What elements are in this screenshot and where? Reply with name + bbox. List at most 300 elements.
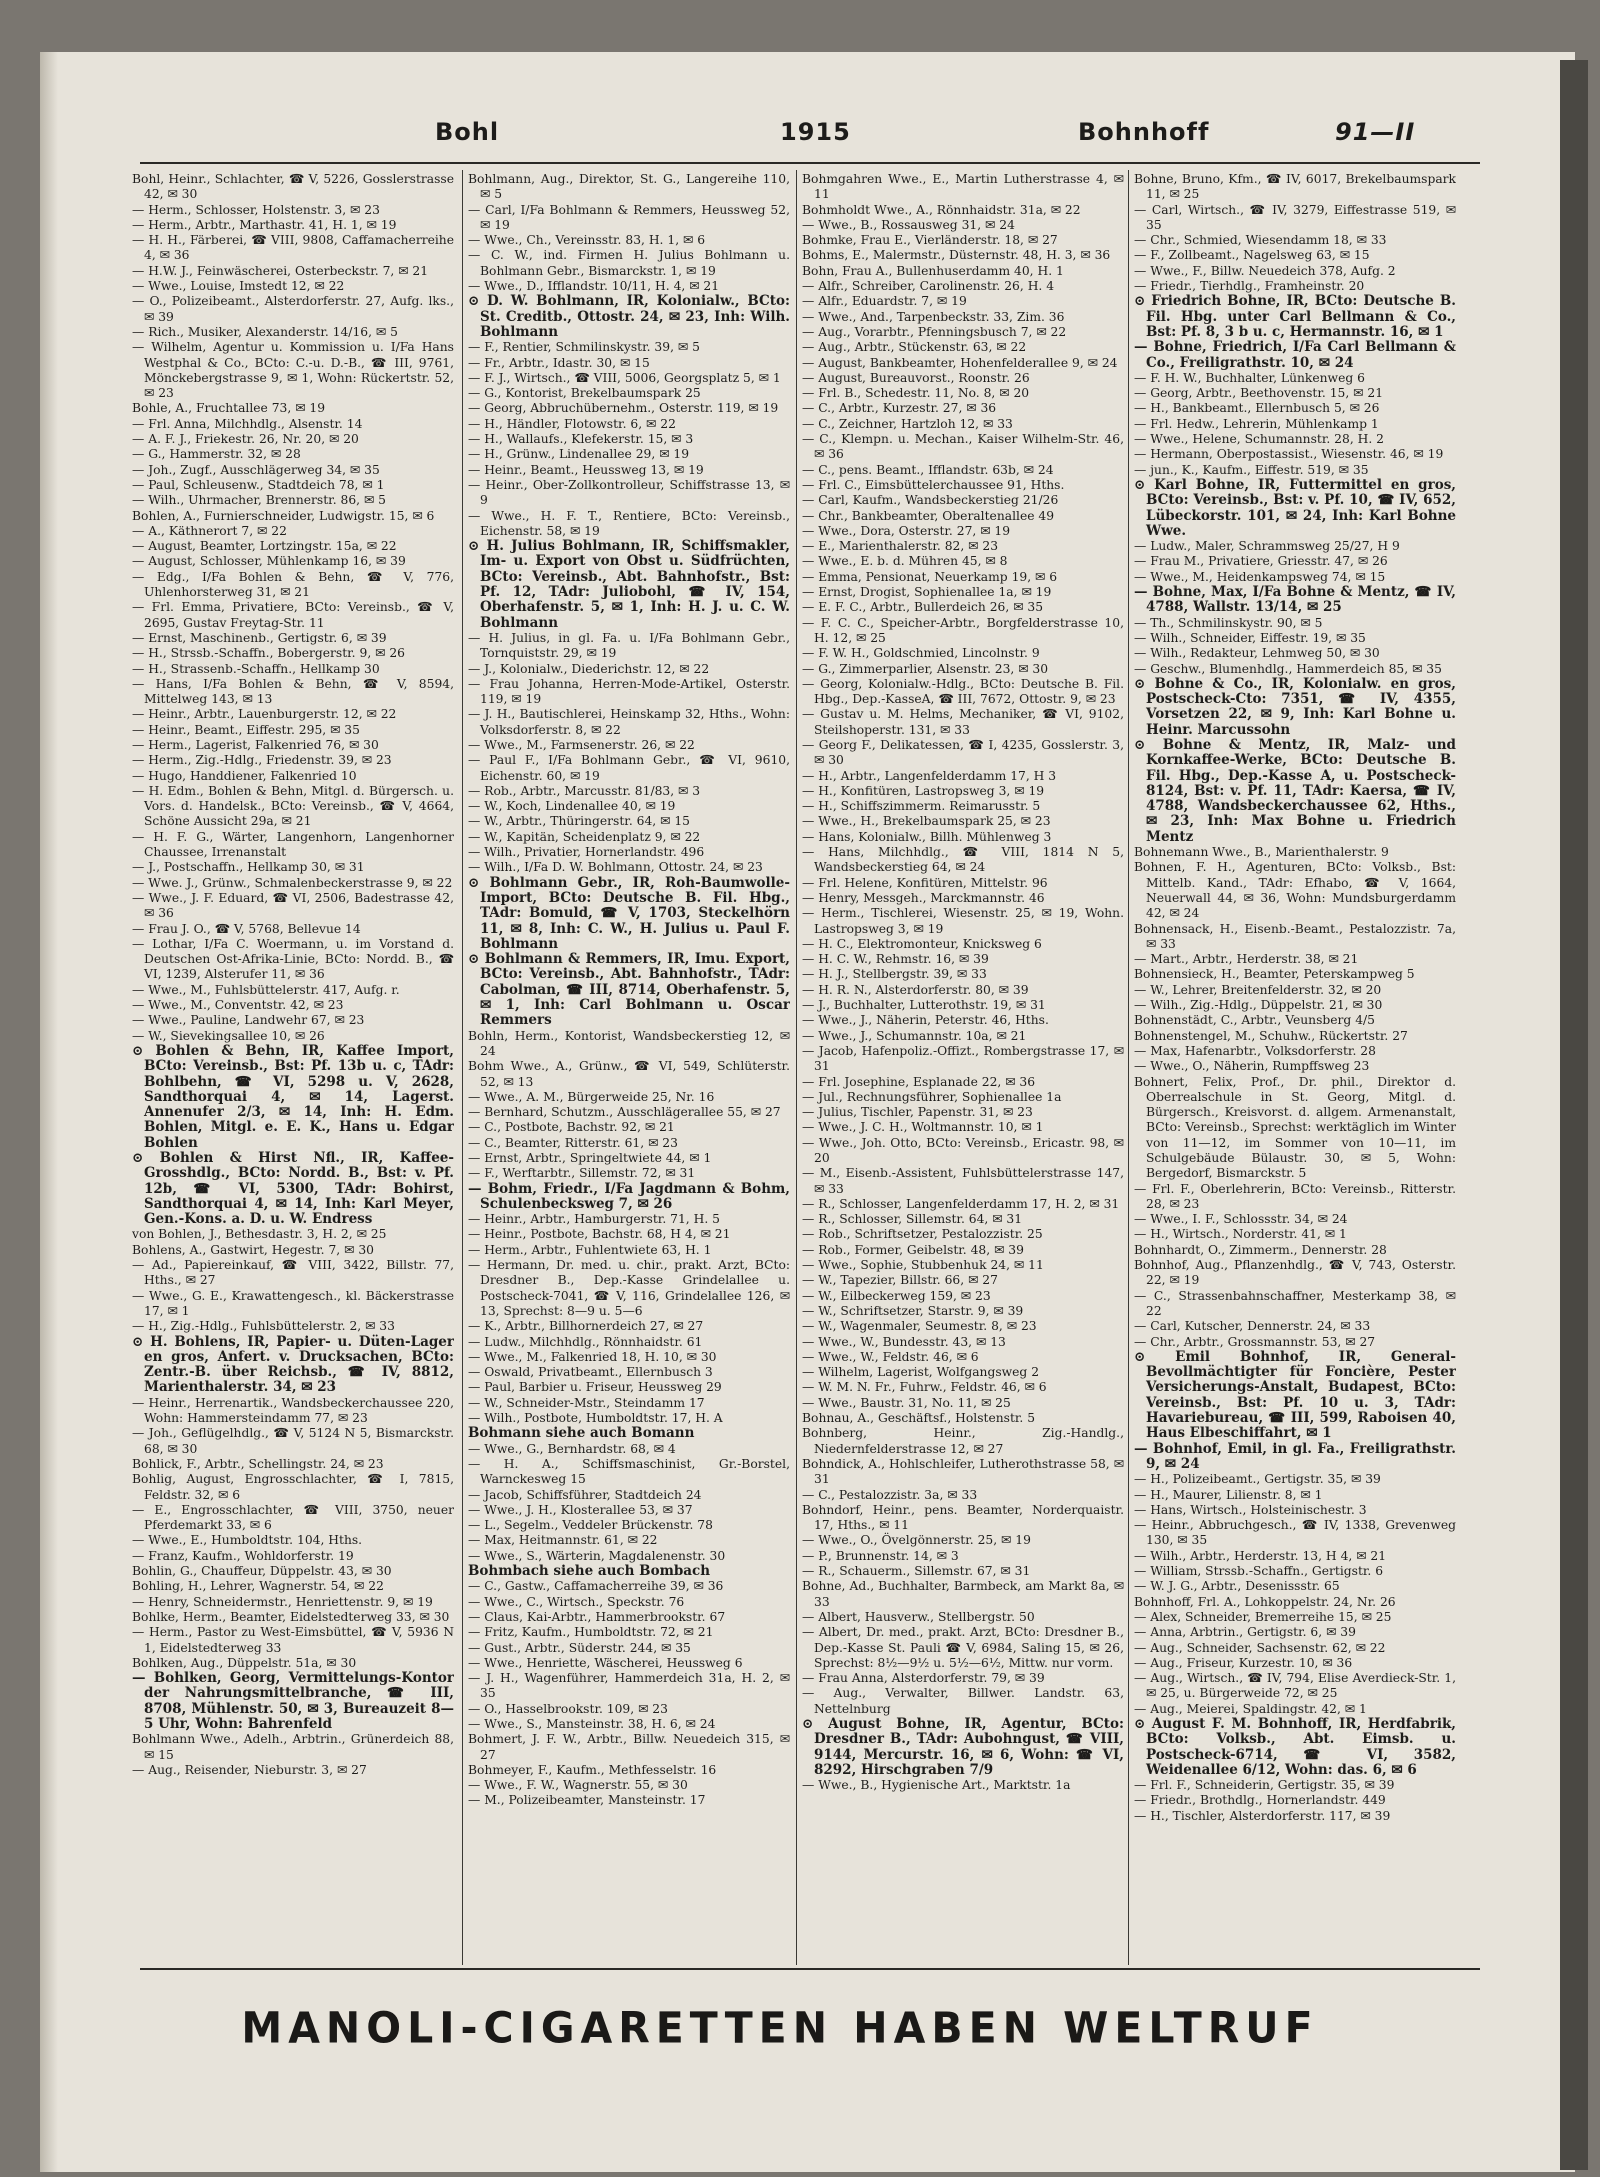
directory-entry: — Gust., Arbtr., Süderstr. 244, ✉ 35 [468, 1640, 691, 1655]
directory-entry: — F. J., Wirtsch., ☎ VIII, 5006, Georgsplatz 5, ✉ 1 [468, 370, 781, 385]
directory-entry: — H., Tischler, Alsterdorferstr. 117, ✉ 39 [1134, 1808, 1391, 1823]
directory-entry: Bohmholdt Wwe., A., Rönnhaidstr. 31a, ✉ 22 [802, 202, 1081, 217]
directory-entry: — Wilh., Schneider, Eiffestr. 19, ✉ 35 [1134, 630, 1366, 645]
directory-entry: — A. F. J., Friekestr. 26, Nr. 20, ✉ 20 [132, 432, 359, 447]
directory-entry: ⊙ Bohne & Mentz, IR, Malz- und Kornkaffee-Werke, BCto: Deutsche B. Fil. Hbg., Dep.-Kasse A, u. Postscheck-8124, Bst: v. Pf. 11, TAdr: Kaersa, ☎ IV, 4788, Wandsbeckerchaussee 62, Hths., ✉ 23, Inh: Max Bohne u. Friedrich Mentz [1134, 736, 1456, 845]
directory-entry: — Wwe., G. E., Krawattengesch., kl. Bäckerstrasse 17, ✉ 1 [132, 1288, 454, 1318]
directory-entry: — Wwe., A. M., Bürgerweide 25, Nr. 16 [468, 1089, 715, 1104]
directory-entry: — Frau Johanna, Herren-Mode-Artikel, Osterstr. 119, ✉ 19 [468, 676, 790, 707]
directory-entry: — H. Edm., Bohlen & Behn, Mitgl. d. Bürgersch. u. Vors. d. Handelsk., BCto: Vereinsb., ☎ V, 4664, Schöne Aussicht 29a, ✉ 21 [132, 783, 454, 829]
directory-entry: — Rob., Arbtr., Marcusstr. 81/83, ✉ 3 [468, 783, 701, 798]
directory-entry: — W., Wagenmaler, Seumestr. 8, ✉ 23 [802, 1319, 1037, 1334]
directory-entry: — Herm., Schlosser, Holstenstr. 3, ✉ 23 [132, 202, 380, 217]
directory-entry: — Hans, Kolonialw., Billh. Mühlenweg 3 [802, 829, 1052, 844]
directory-entry: — W., Sievekingsallee 10, ✉ 26 [132, 1028, 325, 1043]
directory-entry: ⊙ D. W. Bohlmann, IR, Kolonialw., BCto: St. Creditb., Ottostr. 24, ✉ 23, Inh: Wilh. Bohlmann [468, 293, 790, 340]
directory-entry: — F., Werftarbtr., Sillemstr. 72, ✉ 31 [468, 1166, 696, 1181]
directory-entry: — Bohm, Friedr., I/Fa Jagdmann & Bohm, Schulenbecksweg 7, ✉ 26 [468, 1180, 790, 1212]
directory-entry: — Rob., Former, Geibelstr. 48, ✉ 39 [802, 1242, 1024, 1257]
directory-entry: Bohmann siehe auch Bomann [468, 1425, 695, 1442]
directory-entry: — H. R. N., Alsterdorferstr. 80, ✉ 39 [802, 982, 1029, 997]
directory-entry: — Lothar, I/Fa C. Woermann, u. im Vorstand d. Deutschen Ost-Afrika-Linie, BCto: Nordd. B., ☎ VI, 1239, Alsterufer 11, ✉ 36 [132, 936, 454, 982]
directory-entry: — Th., Schmilinskystr. 90, ✉ 5 [1134, 615, 1323, 630]
directory-entry: — Alex, Schneider, Bremerreihe 15, ✉ 25 [1134, 1609, 1392, 1624]
directory-entry: — H., Wirtsch., Norderstr. 41, ✉ 1 [1134, 1227, 1347, 1242]
directory-entry: — Wwe., M., Conventstr. 42, ✉ 23 [132, 998, 344, 1013]
directory-entry: — Wwe., O., Näherin, Rumpffsweg 23 [1134, 1059, 1370, 1074]
header-rule [140, 162, 1480, 164]
directory-entry: — Heinr., Beamt., Heussweg 13, ✉ 19 [468, 462, 704, 477]
directory-entry: — Wwe., G., Bernhardstr. 68, ✉ 4 [468, 1441, 676, 1456]
directory-entry: — Max, Hafenarbtr., Volksdorferstr. 28 [1134, 1043, 1376, 1058]
directory-entry: — F., Zollbeamt., Nagelsweg 63, ✉ 15 [1134, 248, 1370, 263]
directory-entry: — Wwe., Sophie, Stubbenhuk 24, ✉ 11 [802, 1258, 1044, 1273]
directory-entry: — Alfr., Eduardstr. 7, ✉ 19 [802, 294, 967, 309]
directory-entry: — Georg, Kolonialw.-Hdlg., BCto: Deutsche B. Fil. Hbg., Dep.-KasseA, ☎ III, 7672, Ottostr. 9, ✉ 23 [802, 676, 1124, 707]
directory-entry: — R., Schlosser, Sillemstr. 64, ✉ 31 [802, 1212, 1023, 1227]
directory-entry: — Heinr., Ober-Zollkontrolleur, Schiffstrasse 13, ✉ 9 [468, 477, 790, 508]
directory-entry: — L., Segelm., Veddeler Brückenstr. 78 [468, 1518, 713, 1533]
directory-entry: — Wwe., Joh. Otto, BCto: Vereinsb., Ericastr. 98, ✉ 20 [802, 1135, 1124, 1165]
directory-column-3 [802, 172, 1124, 1962]
directory-entry: — Hermann, Dr. med. u. chir., prakt. Arzt, BCto: Dresdner B., Dep.-Kasse Grindelallee u. Postscheck-7041, ☎ V, 116, Grindelallee 126, ✉ 13, Sprechst: 8—9 u. 5—6 [468, 1258, 790, 1318]
directory-entry: — Paul F., I/Fa Bohlmann Gebr., ☎ VI, 9610, Eichenstr. 60, ✉ 19 [468, 753, 790, 783]
directory-entry: — Carl, I/Fa Bohlmann & Remmers, Heussweg 52, ✉ 19 [468, 202, 790, 232]
directory-entry: — Georg F., Delikatessen, ☎ I, 4235, Gosslerstr. 3, ✉ 30 [802, 737, 1124, 768]
page-header [140, 118, 1440, 152]
directory-entry: — Wilhelm, Lagerist, Wolfgangsweg 2 [802, 1365, 1040, 1380]
directory-entry: — Wilh., Privatier, Hornerlandstr. 496 [468, 845, 705, 860]
directory-entry: Bohnensack, H., Eisenb.-Beamt., Pestalozzistr. 7a, ✉ 33 [1134, 921, 1456, 951]
directory-entry: — Franz, Kaufm., Wohldorferstr. 19 [132, 1548, 354, 1563]
directory-entry: — Wwe., E., Humboldtstr. 104, Hths. [132, 1533, 363, 1548]
directory-entry: — Heinr., Herrenartik., Wandsbeckerchaussee 220, Wohn: Hammersteindamm 77, ✉ 23 [132, 1395, 454, 1426]
directory-entry: Bohlke, Herm., Beamter, Eidelstedterweg 33, ✉ 30 [132, 1609, 450, 1624]
directory-entry: — Georg, Abbruchübernehm., Osterstr. 119, ✉ 19 [468, 401, 779, 416]
header-page-number: 91—II [1335, 118, 1416, 146]
page-spine [40, 52, 58, 2172]
directory-entry: — Wwe., F., Billw. Neuedeich 378, Aufg. 2 [1134, 263, 1396, 278]
directory-entry: — Wwe., H. F. T., Rentiere, BCto: Vereinsb., Eichenstr. 58, ✉ 19 [468, 508, 790, 538]
directory-entry: ⊙ H. Julius Bohlmann, IR, Schiffsmakler, Im- u. Export von Obst u. Südfrüchten, BCto: Vereinsb., Abt. Bahnhofstr., Bst: Pf. 12, TAdr: Juliobohl, ☎ IV, 154, Oberhafenstr. 5, ✉ 1, Inh: H. J. u. C. W. Bohlmann [468, 538, 790, 631]
directory-entry: — Julius, Tischler, Papenstr. 31, ✉ 23 [802, 1105, 1033, 1120]
directory-entry: ⊙ Emil Bohnhof, IR, General-Bevollmächtigter für Foncière, Pester Versicherungs-Anstalt, Budapest, BCto: Vereinsb., Bst: Pf. 10 u. 3, TAdr: Havariebureau, ☎ III, 599, Raboisen 40, Haus Elbeschiffahrt, ✉ 1 [1134, 1348, 1456, 1442]
directory-entry: — Wilh., Arbtr., Herderstr. 13, H 4, ✉ 21 [1134, 1548, 1387, 1563]
directory-entry: — G., Hammerstr. 32, ✉ 28 [132, 447, 301, 462]
directory-entry: — Wilh., Zig.-Hdlg., Düppelstr. 21, ✉ 30 [1134, 998, 1383, 1013]
directory-entry: ⊙ Friedrich Bohne, IR, BCto: Deutsche B. Fil. Hbg. unter Carl Bellmann & Co., Bst: Pf. 8, 3 b u. c, Hermannstr. 16, ✉ 1 [1134, 293, 1456, 340]
directory-entry: — Frl. F., Oberlehrerin, BCto: Vereinsb., Ritterstr. 28, ✉ 23 [1134, 1181, 1456, 1211]
directory-entry: — C., Beamter, Ritterstr. 61, ✉ 23 [468, 1135, 678, 1150]
directory-entry: — Aug., Friseur, Kurzestr. 10, ✉ 36 [1134, 1655, 1353, 1670]
directory-entry: von Bohlen, J., Bethesdastr. 3, H. 2, ✉ 25 [132, 1227, 387, 1242]
directory-entry: — Wilh., Uhrmacher, Brennerstr. 86, ✉ 5 [132, 493, 387, 508]
directory-entry: — Ernst, Maschinenb., Gertigstr. 6, ✉ 39 [132, 630, 387, 645]
directory-entry: — J., Kolonialw., Diederichstr. 12, ✉ 22 [468, 661, 710, 676]
directory-entry: — C., Strassenbahnschaffner, Mesterkamp 38, ✉ 22 [1134, 1288, 1456, 1318]
directory-entry: — Herm., Pastor zu West-Eimsbüttel, ☎ V, 5936 N 1, Eidelstedterweg 33 [132, 1625, 454, 1655]
directory-entry: — Heinr., Arbtr., Hamburgerstr. 71, H. 5 [468, 1212, 720, 1227]
directory-entry: — H., Grünw., Lindenallee 29, ✉ 19 [468, 447, 690, 462]
directory-entry: — Hans, Wirtsch., Holsteinischestr. 3 [1134, 1502, 1367, 1517]
directory-entry: — Ad., Papiereinkauf, ☎ VIII, 3422, Billstr. 77, Hths., ✉ 27 [132, 1258, 454, 1288]
directory-entry: — H., Maurer, Lilienstr. 8, ✉ 1 [1134, 1487, 1323, 1502]
directory-entry: — Wwe., Henriette, Wäscherei, Heussweg 6 [468, 1655, 743, 1670]
directory-entry: — W. J. G., Arbtr., Desenissstr. 65 [1134, 1579, 1340, 1594]
directory-entry: — Geschw., Blumenhdlg., Hammerdeich 85, ✉ 35 [1134, 661, 1442, 676]
directory-entry: ⊙ Bohlmann & Remmers, IR, Imu. Export, BCto: Vereinsb., Abt. Bahnhofstr., TAdr: Cabolman, ☎ III, 8714, Oberhafenstr. 5, ✉ 1, Inh: Carl Bohlmann u. Oscar Remmers [468, 951, 790, 1029]
directory-entry: — Aug., Meierei, Spaldingstr. 42, ✉ 1 [1134, 1701, 1367, 1716]
directory-entry: — Wwe., M., Fuhlsbüttelerstr. 417, Aufg. r. [132, 982, 400, 997]
directory-entry: Bohne, Ad., Buchhalter, Barmbeck, am Markt 8a, ✉ 33 [802, 1579, 1124, 1609]
directory-entry: — E., Engrosschlachter, ☎ VIII, 3750, neuer Pferdemarkt 33, ✉ 6 [132, 1502, 454, 1533]
directory-entry: — H. C., Elektromonteur, Knicksweg 6 [802, 936, 1042, 951]
directory-entry: — Ludw., Milchhdlg., Rönnhaidstr. 61 [468, 1334, 703, 1349]
column-divider [796, 170, 797, 1965]
directory-entry: Bohl, Heinr., Schlachter, ☎ V, 5226, Gosslerstrasse 42, ✉ 30 [132, 172, 454, 202]
directory-entry: — H. H., Färberei, ☎ VIII, 9808, Caffamacherreihe 4, ✉ 36 [132, 233, 454, 263]
directory-entry: — J., Postschaffn., Hellkamp 30, ✉ 31 [132, 860, 365, 875]
directory-entry: — C., Pestalozzistr. 3a, ✉ 33 [802, 1487, 978, 1502]
directory-entry: — Wwe., J. F. Eduard, ☎ VI, 2506, Badestrasse 42, ✉ 36 [132, 890, 454, 921]
directory-entry: — Jacob, Schiffsführer, Stadtdeich 24 [468, 1487, 702, 1502]
directory-entry: — Heinr., Abbruchgesch., ☎ IV, 1338, Grevenweg 130, ✉ 35 [1134, 1518, 1456, 1548]
directory-entry: Bohmert, J. F. W., Arbtr., Billw. Neuedeich 315, ✉ 27 [468, 1732, 790, 1762]
directory-entry: — W., Schneider-Mstr., Steindamm 17 [468, 1395, 705, 1410]
directory-entry: Bohling, H., Lehrer, Wagnerstr. 54, ✉ 22 [132, 1579, 384, 1594]
directory-entry: — Wwe., D., Ifflandstr. 10/11, H. 4, ✉ 21 [468, 279, 720, 294]
directory-entry: — Ernst, Arbtr., Springeltwiete 44, ✉ 1 [468, 1151, 712, 1165]
directory-entry: — Ernst, Drogist, Sophienallee 1a, ✉ 19 [802, 585, 1052, 600]
directory-entry: — August, Schlosser, Mühlenkamp 16, ✉ 39 [132, 554, 406, 569]
directory-entry: — Aug., Wirtsch., ☎ IV, 794, Elise Averdieck-Str. 1, ✉ 25, u. Bürgerweide 72, ✉ 25 [1134, 1671, 1456, 1701]
directory-entry: Bohnensieck, H., Beamter, Peterskampweg 5 [1134, 967, 1415, 982]
directory-entry: — Joh., Geflügelhdlg., ☎ V, 5124 N 5, Bismarckstr. 68, ✉ 30 [132, 1426, 454, 1456]
directory-entry: — Emma, Pensionat, Neuerkamp 19, ✉ 6 [802, 569, 1058, 584]
directory-entry: — Hugo, Handdiener, Falkenried 10 [132, 768, 357, 783]
directory-entry: ⊙ Bohne & Co., IR, Kolonialw. en gros, Postscheck-Cto: 7351, ☎ IV, 4355, Vorsetzen 22, ✉ 9, Inh: Karl Bohne u. Heinr. Marcussohn [1134, 675, 1456, 738]
directory-entry: — W., Tapezier, Billstr. 66, ✉ 27 [802, 1273, 998, 1288]
directory-entry: — Wwe., J., Näherin, Peterstr. 46, Hths. [802, 1013, 1049, 1028]
directory-entry: — Herm., Lagerist, Falkenried 76, ✉ 30 [132, 737, 379, 752]
directory-entry: — Aug., Verwalter, Billwer. Landstr. 63, Nettelnburg [802, 1686, 1124, 1716]
directory-entry: — Wilh., I/Fa D. W. Bohlmann, Ottostr. 24, ✉ 23 [468, 860, 763, 875]
directory-entry: — H., Strassenb.-Schaffn., Hellkamp 30 [132, 661, 380, 676]
directory-entry: — Albert, Dr. med., prakt. Arzt, BCto: Dresdner B., Dep.-Kasse St. Pauli ☎ V, 6984, Saling 15, ✉ 26, Sprechst: 8½—9½ u. 5½—6½, Mittw. nur vorm. [802, 1625, 1124, 1670]
directory-entry: Bohlig, August, Engrosschlachter, ☎ I, 7815, Feldstr. 32, ✉ 6 [132, 1472, 454, 1502]
directory-entry: — Wwe., B., Rossausweg 31, ✉ 24 [802, 217, 1015, 232]
directory-entry: Bohnhof, Aug., Pflanzenhdlg., ☎ V, 743, Osterstr. 22, ✉ 19 [1134, 1258, 1456, 1288]
directory-entry: — Aug., Schneider, Sachsenstr. 62, ✉ 22 [1134, 1640, 1386, 1655]
directory-entry: — Ludw., Maler, Schrammsweg 25/27, H 9 [1134, 539, 1400, 554]
header-right-keyword: Bohnhoff [1078, 118, 1210, 146]
directory-entry: Bohnhoff, Frl. A., Lohkoppelstr. 24, Nr. 26 [1134, 1594, 1396, 1609]
directory-entry: — Carl, Kutscher, Dennerstr. 24, ✉ 33 [1134, 1319, 1371, 1334]
directory-entry: — F., Rentier, Schmilinskystr. 39, ✉ 5 [468, 340, 700, 355]
directory-entry: — Frl. Anna, Milchhdlg., Alsenstr. 14 [132, 416, 363, 431]
directory-entry: — R., Schlosser, Langenfelderdamm 17, H. 2, ✉ 31 [802, 1196, 1120, 1211]
directory-entry: — H. Julius, in gl. Fa. u. I/Fa Bohlmann Gebr., Tornquiststr. 29, ✉ 19 [468, 630, 790, 661]
directory-entry: — Herm., Zig.-Hdlg., Friedenstr. 39, ✉ 23 [132, 753, 392, 768]
directory-entry: ⊙ August F. M. Bohnhoff, IR, Herdfabrik, BCto: Volksb., Abt. Eimsb. u. Postscheck-6714, ☎ VI, 3582, Weidenallee 6/12, Wohn: das. 6, ✉ 6 [1134, 1715, 1456, 1778]
directory-entry: — C., Klempn. u. Mechan., Kaiser Wilhelm-Str. 46, ✉ 36 [802, 432, 1124, 462]
directory-entry: — W. M. N. Fr., Fuhrw., Feldstr. 46, ✉ 6 [802, 1380, 1047, 1395]
directory-entry: — J. H., Wagenführer, Hammerdeich 31a, H. 2, ✉ 35 [468, 1671, 790, 1701]
directory-entry: Bohnau, A., Geschäftsf., Holstenstr. 5 [802, 1411, 1036, 1426]
page-edge [1560, 60, 1588, 2170]
directory-entry: — H., Händler, Flotowstr. 6, ✉ 22 [468, 416, 676, 431]
directory-entry: — H., Bankbeamt., Ellernbusch 5, ✉ 26 [1134, 401, 1380, 416]
directory-entry: — August, Bureauvorst., Roonstr. 26 [802, 370, 1030, 385]
directory-entry: Bohnenstengel, M., Schuhw., Rückertstr. 27 [1134, 1028, 1408, 1043]
directory-entry: — Jacob, Hafenpoliz.-Offizt., Rombergstrasse 17, ✉ 31 [802, 1043, 1124, 1074]
directory-entry: — Mart., Arbtr., Herderstr. 38, ✉ 21 [1134, 952, 1359, 967]
directory-entry: — Frl. Hedw., Lehrerin, Mühlenkamp 1 [1134, 416, 1379, 431]
directory-entry: — Wwe., H., Brekelbaumspark 25, ✉ 23 [802, 814, 1051, 829]
directory-entry: — Wilhelm, Agentur u. Kommission u. I/Fa Hans Westphal & Co., BCto: C.-u. D.-B., ☎ III, 9761, Mönckebergstrasse 9, ✉ 1, Wohn: Rückertstr. 52, ✉ 23 [132, 340, 454, 401]
directory-entry: — Wwe., Dora, Osterstr. 27, ✉ 19 [802, 523, 1011, 538]
directory-entry: — Paul, Schleusenw., Stadtdeich 78, ✉ 1 [132, 477, 385, 492]
directory-entry: — Heinr., Beamt., Eiffestr. 295, ✉ 35 [132, 722, 360, 737]
directory-entry: — Albert, Hausverw., Stellbergstr. 50 [802, 1609, 1035, 1624]
directory-entry: — Wwe., W., Feldstr. 46, ✉ 6 [802, 1349, 979, 1364]
directory-entry: — Fr., Arbtr., Idastr. 30, ✉ 15 [468, 355, 650, 370]
directory-entry: ⊙ Bohlen & Behn, IR, Kaffee Import, BCto: Vereinsb., Bst: Pf. 13b u. c, TAdr: Bohlbehn, ☎ VI, 5298 u. V, 2628, Sandthorquai 4, ✉ 14, Lagerst. Annenufer 2/3, ✉ 14, Inh: H. Edm. Bohlen, Mitgl. e. E. K., Hans u. Edgar Bohlen [132, 1042, 454, 1151]
directory-entry: Bohnert, Felix, Prof., Dr. phil., Direktor d. Oberrealschule in St. Georg, Mitgl. d. Bürgersch., Kreisvorst. d. allgem. Armenanstalt, BCto: Vereinsb., Sprechst: werktäglich im Winter von 11—12, im Sommer von 10—11, im Schulgebäude Bülaustr. 30, ✉ 5, Wohn: Bergedorf, Bismarckstr. 5 [1134, 1074, 1456, 1181]
directory-entry: — Hermann, Oberpostassist., Wiesenstr. 46, ✉ 19 [1134, 447, 1444, 462]
directory-entry: — H., Zig.-Hdlg., Fuhlsbüttelerstr. 2, ✉ 33 [132, 1319, 395, 1334]
directory-entry: — Frl. Emma, Privatiere, BCto: Vereinsb., ☎ V, 2695, Gustav Freytag-Str. 11 [132, 600, 454, 630]
directory-entry: Bohnhardt, O., Zimmerm., Dennerstr. 28 [1134, 1242, 1387, 1257]
directory-entry: — H. A., Schiffsmaschinist, Gr.-Borstel, Warnckesweg 15 [468, 1456, 790, 1487]
directory-column-1 [132, 172, 454, 1962]
directory-column-2 [468, 172, 790, 1962]
directory-entry: — Chr., Bankbeamter, Oberaltenallee 49 [802, 508, 1055, 523]
directory-entry: Bohlick, F., Arbtr., Schellingstr. 24, ✉ 23 [132, 1456, 384, 1471]
directory-entry: — R., Schauerm., Sillemstr. 67, ✉ 31 [802, 1564, 1031, 1579]
directory-entry: — C., Gastw., Caffamacherreihe 39, ✉ 36 [468, 1579, 724, 1594]
directory-entry: — H.W. J., Feinwäscherei, Osterbeckstr. 7, ✉ 21 [132, 263, 429, 278]
advertisement-banner: MANOLI-CIGARETTEN HABEN WELTRUF [241, 2002, 1319, 2054]
directory-entry: Bohnemann Wwe., B., Marienthalerstr. 9 [1134, 845, 1389, 860]
directory-entry: Bohndorf, Heinr., pens. Beamter, Norderquaistr. 17, Hths., ✉ 11 [802, 1502, 1124, 1533]
directory-entry: — Wwe., S., Mansteinstr. 38, H. 6, ✉ 24 [468, 1716, 716, 1731]
directory-entry: — Wilh., Postbote, Humboldtstr. 17, H. A [468, 1411, 723, 1426]
directory-entry: — jun., K., Kaufm., Eiffestr. 519, ✉ 35 [1134, 462, 1369, 477]
directory-entry: — C., Arbtr., Kurzestr. 27, ✉ 36 [802, 401, 997, 416]
directory-entry: — O., Hasselbrookstr. 109, ✉ 23 [468, 1701, 668, 1716]
directory-entry: — Herm., Arbtr., Fuhlentwiete 63, H. 1 [468, 1242, 712, 1257]
directory-column-4 [1134, 172, 1456, 1962]
directory-entry: — Wwe., F. W., Wagnerstr. 55, ✉ 30 [468, 1778, 688, 1793]
directory-entry: — Carl, Kaufm., Wandsbeckerstieg 21/26 [802, 493, 1059, 508]
directory-entry: — Frau Anna, Alsterdorferstr. 79, ✉ 39 [802, 1671, 1045, 1686]
directory-entry: — Anna, Arbtrin., Gertigstr. 6, ✉ 39 [1134, 1625, 1356, 1640]
directory-entry: — Claus, Kai-Arbtr., Hammerbrookstr. 67 [468, 1609, 726, 1624]
directory-entry: — Frl. B., Schedestr. 11, No. 8, ✉ 20 [802, 386, 1030, 401]
directory-entry: — Joh., Zugf., Ausschlägerweg 34, ✉ 35 [132, 462, 380, 477]
directory-entry: — F. C. C., Speicher-Arbtr., Borgfelderstrasse 10, H. 12, ✉ 25 [802, 615, 1124, 645]
directory-entry: — Bernhard, Schutzm., Ausschlägerallee 55, ✉ 27 [468, 1105, 781, 1120]
header-year: 1915 [780, 118, 851, 146]
directory-entry: Bohn, Frau A., Bullenhuserdamm 40, H. 1 [802, 263, 1064, 278]
directory-entry: — F. W. H., Goldschmied, Lincolnstr. 9 [802, 646, 1040, 661]
directory-entry: ⊙ Bohlen & Hirst Nfl., IR, Kaffee-Grosshdlg., BCto: Nordd. B., Bst: v. Pf. 12b, ☎ VI, 5300, TAdr: Bohirst, Sandthorquai 4, ✉ 14, Inh: Karl Meyer, Gen.-Kons. a. D. u. W. Endress [132, 1150, 454, 1228]
directory-entry: — A., Käthnerort 7, ✉ 22 [132, 523, 287, 538]
directory-entry: — Aug., Vorarbtr., Pfenningsbusch 7, ✉ 22 [802, 324, 1067, 339]
directory-entry: — Wwe., Helene, Schumannstr. 28, H. 2 [1134, 432, 1385, 447]
directory-entry: — E. F. C., Arbtr., Bullerdeich 26, ✉ 35 [802, 600, 1044, 615]
directory-entry: — H., Wallaufs., Klefekerstr. 15, ✉ 3 [468, 432, 694, 447]
directory-entry: — Herm., Arbtr., Marthastr. 41, H. 1, ✉ 19 [132, 217, 397, 232]
directory-entry: — M., Polizeibeamter, Mansteinstr. 17 [468, 1793, 706, 1808]
directory-entry: — W., Kapitän, Scheidenplatz 9, ✉ 22 [468, 829, 701, 844]
directory-entry: — Wwe., J. H., Klosterallee 53, ✉ 37 [468, 1502, 693, 1517]
directory-entry: Bohnenstädt, C., Arbtr., Veunsberg 4/5 [1134, 1013, 1375, 1028]
directory-entry: — W., Schriftsetzer, Starstr. 9, ✉ 39 [802, 1303, 1024, 1318]
directory-entry: Bohlin, G., Chauffeur, Düppelstr. 43, ✉ 30 [132, 1564, 392, 1579]
directory-entry: — Wwe., S., Wärterin, Magdalenenstr. 30 [468, 1548, 726, 1563]
directory-entry: — Edg., I/Fa Bohlen & Behn, ☎ V, 776, Uhlenhorsterweg 31, ✉ 21 [132, 569, 454, 600]
directory-entry: — Oswald, Privatbeamt., Ellernbusch 3 [468, 1365, 713, 1380]
directory-entry: Bohlen, A., Furnierschneider, Ludwigstr. 15, ✉ 6 [132, 508, 435, 523]
directory-entry: — Wwe., B., Hygienische Art., Marktstr. 1a [802, 1778, 1071, 1793]
directory-entry: — H., Arbtr., Langenfelderdamm 17, H 3 [802, 768, 1057, 783]
directory-entry: — Henry, Messgeh., Marckmannstr. 46 [802, 890, 1045, 905]
directory-entry: — Friedr., Tierhdlg., Framheinstr. 20 [1134, 279, 1365, 294]
directory-entry: — J. H., Bautischlerei, Heinskamp 32, Hths., Wohn: Volksdorferstr. 8, ✉ 22 [468, 707, 790, 737]
directory-entry: — K., Arbtr., Billhornerdeich 27, ✉ 27 [468, 1319, 704, 1334]
directory-entry: — Chr., Schmied, Wiesendamm 18, ✉ 33 [1134, 233, 1387, 248]
directory-entry: — Wwe., And., Tarpenbeckstr. 33, Zim. 36 [802, 309, 1065, 324]
directory-entry: — Wwe., M., Heidenkampsweg 74, ✉ 15 [1134, 569, 1386, 584]
directory-entry: — Chr., Arbtr., Grossmannstr. 53, ✉ 27 [1134, 1334, 1376, 1349]
directory-entry: Bohmeyer, F., Kaufm., Methfesselstr. 16 [468, 1762, 717, 1777]
directory-entry: Bohmke, Frau E., Vierländerstr. 18, ✉ 27 [802, 233, 1058, 248]
directory-entry: — Wwe., E. b. d. Mühren 45, ✉ 8 [802, 554, 1008, 569]
directory-entry: — August, Bankbeamter, Hohenfelderallee 9, ✉ 24 [802, 355, 1118, 370]
directory-entry: — Bohne, Friedrich, I/Fa Carl Bellmann & Co., Freiligrathstr. 10, ✉ 24 [1134, 339, 1456, 371]
directory-entry: — G., Zimmerparlier, Alsenstr. 23, ✉ 30 [802, 661, 1049, 676]
directory-entry: Bohle, A., Fruchtallee 73, ✉ 19 [132, 401, 326, 416]
directory-entry: ⊙ Bohlmann Gebr., IR, Roh-Baumwolle-Import, BCto: Deutsche B. Fil. Hbg., TAdr: Bomuld, ☎ V, 1703, Steckelhörn 11, ✉ 8, Inh: C. W., H. Julius u. Paul F. Bohlmann [468, 874, 790, 952]
directory-entry: — Carl, Wirtsch., ☎ IV, 3279, Eiffestrasse 519, ✉ 35 [1134, 202, 1456, 232]
directory-entry: — Wwe., M., Falkenried 18, H. 10, ✉ 30 [468, 1349, 717, 1364]
directory-entry: — Wwe. J., Grünw., Schmalenbeckerstrasse 9, ✉ 22 [132, 875, 453, 890]
directory-entry: — Aug., Reisender, Nieburstr. 3, ✉ 27 [132, 1762, 367, 1777]
directory-entry: — H. J., Stellbergstr. 39, ✉ 33 [802, 967, 987, 982]
directory-entry: Bohlken, Aug., Düppelstr. 51a, ✉ 30 [132, 1655, 357, 1670]
directory-entry: Bohmbach siehe auch Bombach [468, 1563, 711, 1580]
directory-entry: — H., Konfitüren, Lastropsweg 3, ✉ 19 [802, 783, 1045, 798]
directory-entry: Bohlmann Wwe., Adelh., Arbtrin., Grünerdeich 88, ✉ 15 [132, 1732, 454, 1762]
directory-entry: — Aug., Arbtr., Stückenstr. 63, ✉ 22 [802, 340, 1027, 355]
column-divider [1128, 170, 1129, 1965]
directory-entry: — Wwe., O., Övelgönnerstr. 25, ✉ 19 [802, 1533, 1031, 1548]
directory-entry: — Gustav u. M. Helms, Mechaniker, ☎ VI, 9102, Steilshoperstr. 131, ✉ 33 [802, 707, 1124, 737]
directory-entry: — H. C. W., Rehmstr. 16, ✉ 39 [802, 952, 989, 967]
directory-entry: Bohmgahren Wwe., E., Martin Lutherstrasse 4, ✉ 11 [802, 172, 1124, 202]
directory-entry: — W., Lehrer, Breitenfelderstr. 32, ✉ 20 [1134, 982, 1382, 997]
directory-entry: — W., Eilbeckerweg 159, ✉ 23 [802, 1288, 991, 1303]
directory-entry: — Hans, Milchhdlg., ☎ VIII, 1814 N 5, Wandsbeckerstieg 64, ✉ 24 [802, 845, 1124, 875]
directory-entry: — Rich., Musiker, Alexanderstr. 14/16, ✉ 5 [132, 324, 398, 339]
directory-entry: — Bohne, Max, I/Fa Bohne & Mentz, ☎ IV, 4788, Wallstr. 13/14, ✉ 25 [1134, 584, 1456, 616]
directory-entry: — Alfr., Schreiber, Carolinenstr. 26, H. 4 [802, 279, 1055, 294]
directory-entry: — H. F. G., Wärter, Langenhorn, Langenhorner Chaussee, Irrenanstalt [132, 829, 454, 860]
directory-entry: — J., Buchhalter, Lutterothstr. 19, ✉ 31 [802, 998, 1046, 1013]
directory-entry: Bohms, E., Malermstr., Düsternstr. 48, H. 3, ✉ 36 [802, 248, 1111, 263]
directory-entry: Bohlmann, Aug., Direktor, St. G., Langereihe 110, ✉ 5 [468, 172, 790, 202]
directory-entry: — Wwe., Louise, Imstedt 12, ✉ 22 [132, 279, 345, 294]
directory-entry: Bohln, Herm., Kontorist, Wandsbeckerstieg 12, ✉ 24 [468, 1028, 790, 1058]
directory-entry: — C., pens. Beamt., Ifflandstr. 63b, ✉ 24 [802, 462, 1054, 477]
directory-entry: — Wwe., J., Schumannstr. 10a, ✉ 21 [802, 1028, 1027, 1043]
directory-entry: — Frau J. O., ☎ V, 5768, Bellevue 14 [132, 921, 361, 936]
directory-entry: — Wwe., J. C. H., Woltmannstr. 10, ✉ 1 [802, 1120, 1044, 1135]
directory-entry: — Frl. F., Schneiderin, Gertigstr. 35, ✉ 39 [1134, 1778, 1395, 1793]
directory-entry: — H., Polizeibeamt., Gertigstr. 35, ✉ 39 [1134, 1472, 1381, 1487]
directory-entry: Bohndick, A., Hohlschleifer, Lutherothstrasse 58, ✉ 31 [802, 1456, 1124, 1487]
directory-entry: Bohnberg, Heinr., Zig.-Handlg., Niedernfelderstrasse 12, ✉ 27 [802, 1426, 1124, 1456]
directory-entry: — Hans, I/Fa Bohlen & Behn, ☎ V, 8594, Mittelweg 143, ✉ 13 [132, 676, 454, 707]
directory-entry: — August, Beamter, Lortzingstr. 15a, ✉ 22 [132, 539, 397, 554]
header-left-keyword: Bohl [435, 118, 500, 146]
directory-entry: — C., Zeichner, Hartzloh 12, ✉ 33 [802, 416, 1013, 431]
directory-entry: Bohlens, A., Gastwirt, Hegestr. 7, ✉ 30 [132, 1242, 374, 1257]
directory-entry: — Rob., Schriftsetzer, Pestalozzistr. 25 [802, 1227, 1043, 1242]
directory-entry: — Wwe., M., Farmsenerstr. 26, ✉ 22 [468, 737, 695, 752]
directory-entry: Bohnen, F. H., Agenturen, BCto: Volksb., Bst: Mittelb. Kand., TAdr: Efhabo, ☎ V, 1664, Neuerwall 44, ✉ 36, Wohn: Mundsburgerdamm 42, ✉ 24 [1134, 860, 1456, 921]
directory-entry: — P., Brunnenstr. 14, ✉ 3 [802, 1548, 959, 1563]
directory-entry: — Wwe., I. F., Schlossstr. 34, ✉ 24 [1134, 1212, 1348, 1227]
directory-entry: — M., Eisenb.-Assistent, Fuhlsbüttelerstrasse 147, ✉ 33 [802, 1166, 1124, 1196]
directory-entry: — Herm., Tischlerei, Wiesenstr. 25, ✉ 19, Wohn. Lastropsweg 3, ✉ 19 [802, 906, 1124, 936]
directory-entry: — Wilh., Redakteur, Lehmweg 50, ✉ 30 [1134, 646, 1380, 661]
directory-entry: — F. H. W., Buchhalter, Lünkenweg 6 [1134, 370, 1365, 385]
directory-entry: — E., Marienthalerstr. 82, ✉ 23 [802, 539, 999, 554]
footer-rule [140, 1968, 1480, 1970]
column-divider [462, 170, 463, 1965]
directory-entry: — Wwe., C., Wirtsch., Speckstr. 76 [468, 1594, 685, 1609]
directory-entry: — Wwe., Baustr. 31, No. 11, ✉ 25 [802, 1395, 1011, 1410]
directory-entry: Bohm Wwe., A., Grünw., ☎ VI, 549, Schlüterstr. 52, ✉ 13 [468, 1059, 790, 1089]
directory-entry: ⊙ H. Bohlens, IR, Papier- u. Düten-Lager en gros, Anfert. v. Drucksachen, BCto: Zentr.-B. über Reichsb., ☎ IV, 8812, Marienthalerstr. 34, ✉ 23 [132, 1333, 454, 1396]
directory-entry: — Wwe., W., Bundesstr. 43, ✉ 13 [802, 1334, 1006, 1349]
directory-entry: Bohne, Bruno, Kfm., ☎ IV, 6017, Brekelbaumspark 11, ✉ 25 [1134, 172, 1456, 202]
directory-entry: — H., Strssb.-Schaffn., Bobergerstr. 9, ✉ 26 [132, 646, 405, 661]
directory-entry: — Bohlken, Georg, Vermittelungs-Kontor der Nahrungsmittelbranche, ☎ III, 8708, Mühlenstr. 50, ✉ 3, Bureauzeit 8—5 Uhr, Wohn: Bahrenfeld [132, 1670, 454, 1732]
directory-entry: — W., Arbtr., Thüringerstr. 64, ✉ 15 [468, 814, 690, 829]
directory-entry: — G., Kontorist, Brekelbaumspark 25 [468, 386, 701, 401]
directory-entry: — Jul., Rechnungsführer, Sophienallee 1a [802, 1089, 1062, 1104]
directory-entry: ⊙ Karl Bohne, IR, Futtermittel en gros, BCto: Vereinsb., Bst: v. Pf. 10, ☎ IV, 652, Lübeckorstr. 101, ✉ 24, Inh: Karl Bohne Wwe. [1134, 476, 1456, 539]
directory-entry: — Fritz, Kaufm., Humboldtstr. 72, ✉ 21 [468, 1625, 714, 1640]
directory-entry: — William, Strssb.-Schaffn., Gertigstr. 6 [1134, 1564, 1384, 1579]
directory-entry: — Wwe., Ch., Vereinsstr. 83, H. 1, ✉ 6 [468, 233, 706, 248]
directory-entry: — Frl. C., Eimsbüttelerchaussee 91, Hths. [802, 477, 1065, 492]
directory-entry: — Heinr., Arbtr., Lauenburgerstr. 12, ✉ 22 [132, 707, 397, 722]
directory-entry: — Bohnhof, Emil, in gl. Fa., Freiligrathstr. 9, ✉ 24 [1134, 1440, 1456, 1472]
directory-entry: — C. W., ind. Firmen H. Julius Bohlmann u. Bohlmann Gebr., Bismarckstr. 1, ✉ 19 [468, 248, 790, 278]
directory-entry: — Frl. Helene, Konfitüren, Mittelstr. 96 [802, 875, 1048, 890]
directory-entry: — Heinr., Postbote, Bachstr. 68, H 4, ✉ 21 [468, 1227, 731, 1242]
directory-entry: — Max, Heitmannstr. 61, ✉ 22 [468, 1533, 658, 1548]
directory-entry: — C., Postbote, Bachstr. 92, ✉ 21 [468, 1120, 675, 1135]
directory-entry: — Henry, Schneidermstr., Henriettenstr. 9, ✉ 19 [132, 1594, 433, 1609]
directory-entry: — Georg, Arbtr., Beethovenstr. 15, ✉ 21 [1134, 386, 1384, 401]
directory-entry: — Wwe., Pauline, Landwehr 67, ✉ 23 [132, 1013, 365, 1028]
